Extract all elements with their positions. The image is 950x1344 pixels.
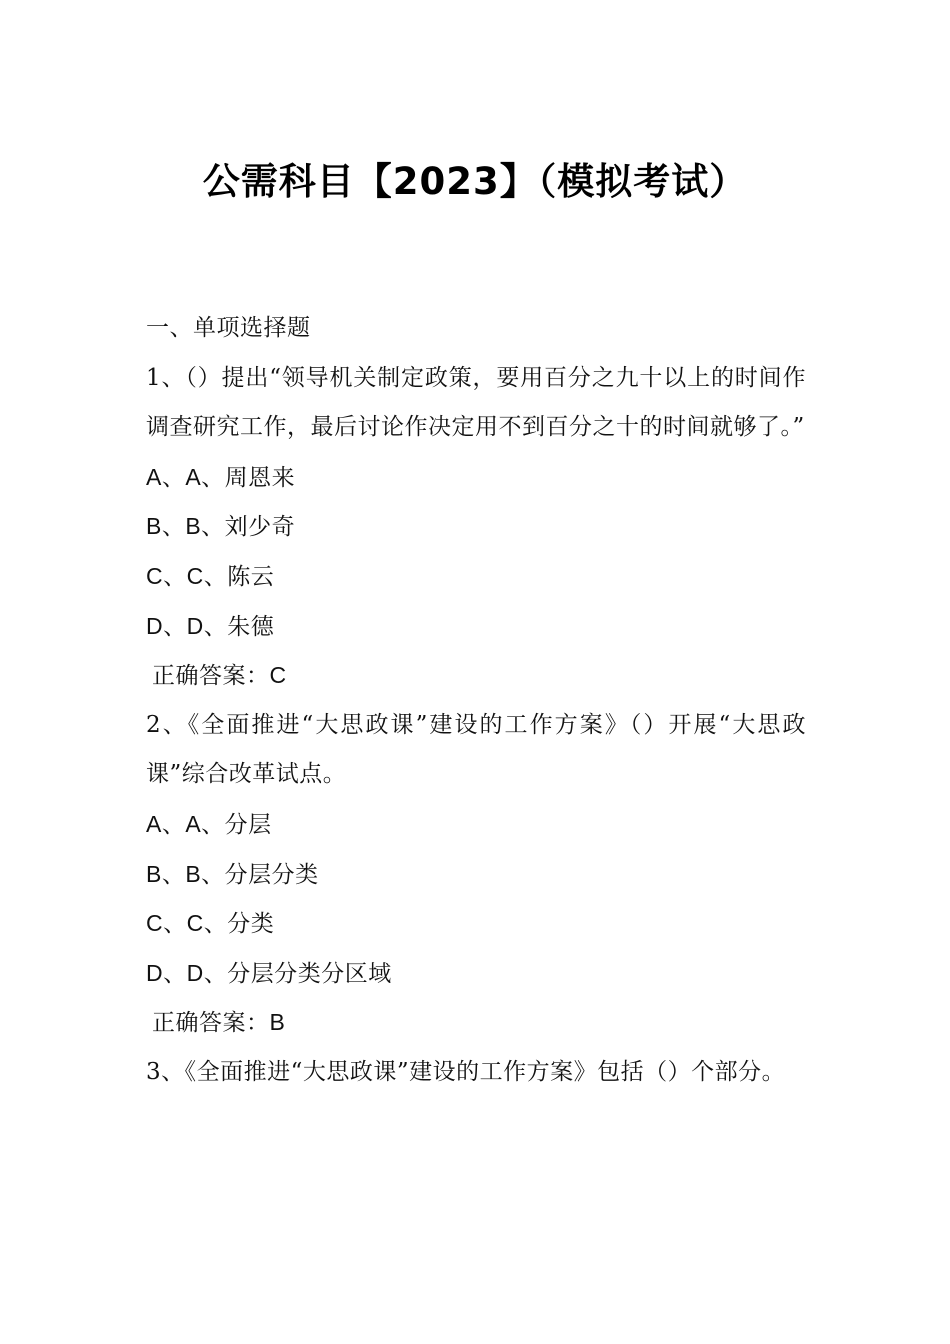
document-body bbox=[146, 304, 806, 1098]
option-a: A、A、分层 bbox=[146, 810, 272, 837]
correct-answer: 正确答案：B bbox=[152, 1009, 286, 1036]
option-b: B、B、刘少奇 bbox=[146, 513, 296, 540]
question-3 bbox=[146, 1048, 806, 1098]
question-1 bbox=[146, 354, 806, 701]
option-b: B、B、分层分类 bbox=[146, 860, 319, 887]
option-d: D、D、朱德 bbox=[146, 612, 275, 639]
question-stem: 3、《全面推进“大思政课”建设的工作方案》包括（）个部分。 bbox=[146, 1058, 786, 1085]
option-c: C、C、陈云 bbox=[146, 562, 275, 589]
question-stem: 1、（）提出“领导机关制定政策，要用百分之九十以上的时间作调查研究工作，最后讨论作决定用不到百分之十的时间就够了。” bbox=[146, 364, 806, 441]
page-title: 公需科目【2023】（模拟考试） bbox=[202, 160, 748, 203]
question-stem: 2、《全面推进“大思政课”建设的工作方案》（）开展“大思政课”综合改革试点。 bbox=[146, 711, 806, 788]
section-heading: 一、单项选择题 bbox=[146, 315, 311, 341]
option-c: C、C、分类 bbox=[146, 910, 275, 937]
question-2 bbox=[146, 701, 806, 1048]
option-d: D、D、分层分类分区域 bbox=[146, 959, 392, 986]
option-a: A、A、周恩来 bbox=[146, 463, 296, 490]
correct-answer: 正确答案：C bbox=[152, 662, 287, 689]
